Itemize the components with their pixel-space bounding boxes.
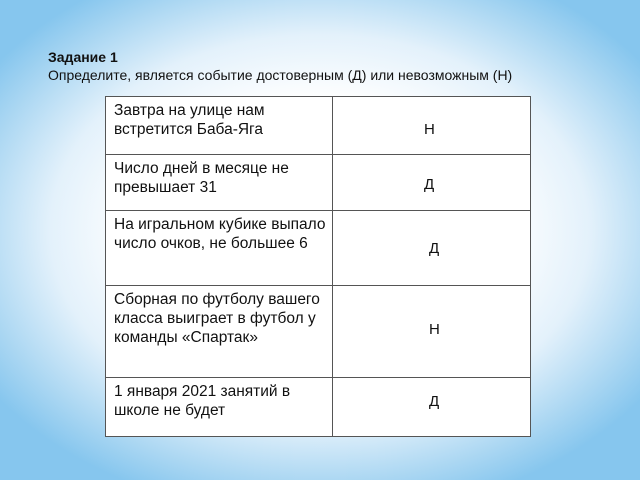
table-row (106, 97, 531, 155)
answer-cell (333, 155, 531, 211)
answer-text: Н (429, 321, 440, 338)
answer-text: Н (424, 121, 435, 138)
answer-cell (333, 211, 531, 286)
event-cell: Сборная по футболу вашего класса выиграет в футбол у команды «Спартак» (106, 286, 333, 378)
table-row (106, 155, 531, 211)
table-row (106, 211, 531, 286)
events-table (105, 96, 531, 437)
answer-text: Д (429, 393, 440, 410)
event-cell: Завтра на улице нам встретится Баба-Яга (106, 97, 333, 155)
answer-cell (333, 97, 531, 155)
answer-cell (333, 286, 531, 378)
event-cell: На игральном кубике выпало число очков, не большее 6 (106, 211, 333, 286)
table-row (106, 286, 531, 378)
answer-cell (333, 378, 531, 437)
answer-text: Д (429, 240, 440, 257)
task-instruction: Определите, является событие достоверным (Д) или невозможным (Н) (48, 67, 513, 83)
answer-text: Д (424, 176, 435, 193)
event-cell: Число дней в месяце не превышает 31 (106, 155, 333, 211)
task-title: Задание 1 (48, 49, 118, 65)
table-row (106, 378, 531, 437)
event-cell: 1 января 2021 занятий в школе не будет (106, 378, 333, 437)
